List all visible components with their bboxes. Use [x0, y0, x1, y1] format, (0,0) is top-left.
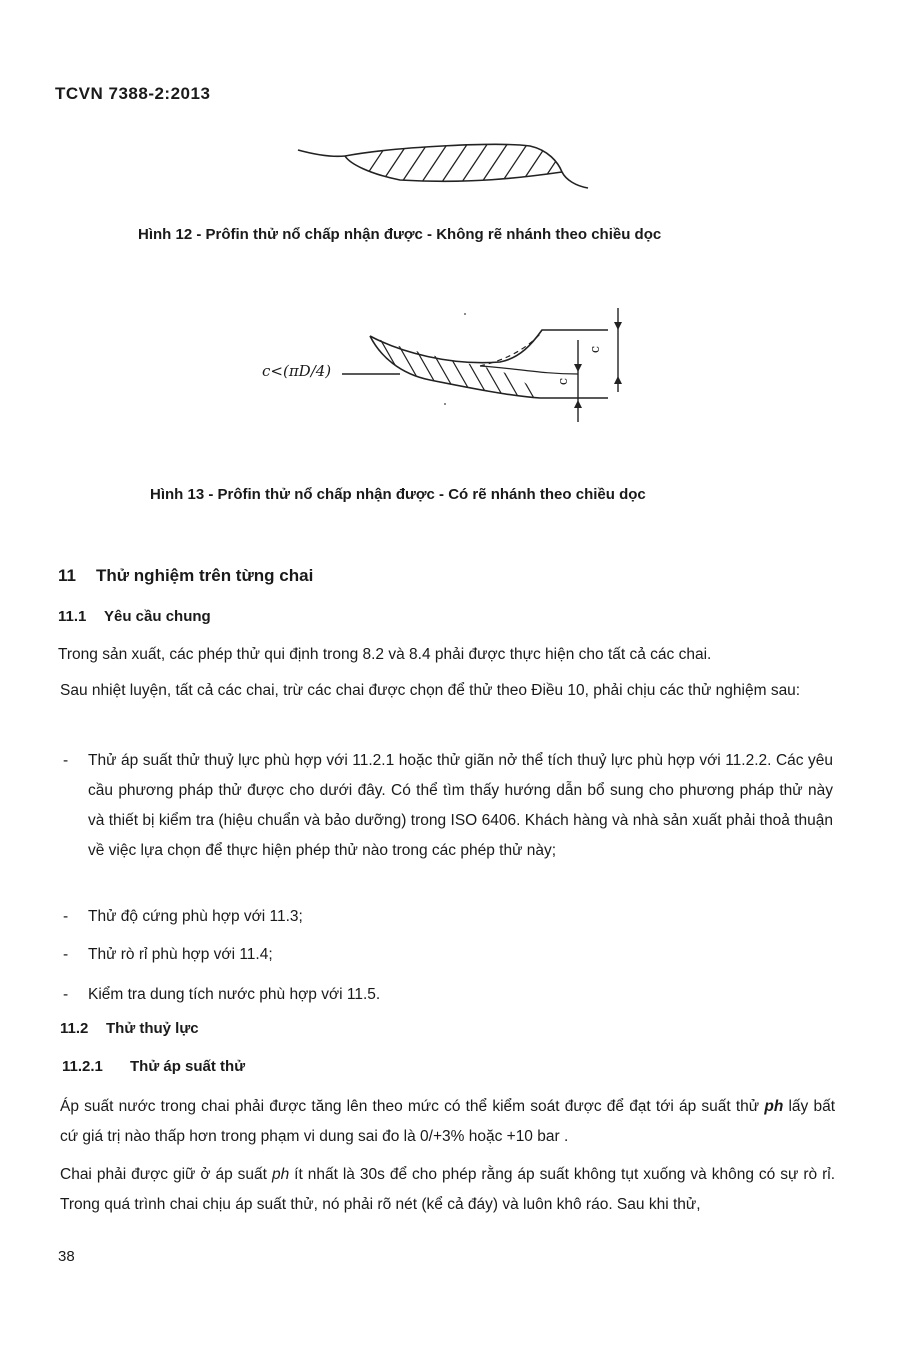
- variable-text: ph: [764, 1098, 784, 1115]
- variable-text: ph: [271, 1166, 290, 1183]
- document-code: TCVN 7388-2:2013: [55, 84, 211, 103]
- section-11-1-heading: [58, 608, 211, 625]
- figure-13-label-c-expression: c<(πD/4): [262, 362, 332, 380]
- section-title: Thử áp suất thử: [130, 1058, 246, 1075]
- figure-13-label-c-inner: c: [556, 377, 572, 386]
- paragraph: [60, 1160, 835, 1220]
- section-number: 11.2.1: [62, 1058, 103, 1075]
- list-item: Thử rò rỉ phù hợp với 11.4;: [88, 946, 273, 963]
- paragraph: Trong sản xuất, các phép thử qui định trong 8.2 và 8.4 phải được thực hiện cho tất cả các chai.: [58, 646, 712, 663]
- figure-13-caption: Hình 13 - Prôfin thử nổ chấp nhận được - Có rẽ nhánh theo chiều dọc: [150, 486, 646, 503]
- section-number: 11.1: [58, 608, 87, 625]
- section-number: 11: [58, 566, 76, 585]
- page-number: 38: [58, 1248, 75, 1265]
- paragraph-text: Áp suất nước trong chai phải được tăng lên theo mức có thể kiểm soát được để đạt tới áp suất thử: [60, 1098, 765, 1115]
- section-title: Thử nghiệm trên từng chai: [96, 566, 314, 585]
- figure-13-drawing: [340, 300, 640, 430]
- list-item: Kiểm tra dung tích nước phù hợp với 11.5.: [88, 986, 381, 1003]
- variable-ph: [272, 1166, 289, 1183]
- bullet-marker: -: [63, 752, 69, 769]
- paragraph: Sau nhiệt luyện, tất cả các chai, trừ các chai được chọn để thử theo Điều 10, phải chịu các thử nghiệm sau:: [60, 682, 801, 699]
- section-11-heading: [58, 566, 313, 586]
- paragraph-text: lấy bất cứ giá trị nào thấp hơn trong phạm vi dung sai đo là 0/+3% hoặc +10 bar .: [60, 1098, 835, 1145]
- section-11-2-heading: [60, 1020, 199, 1037]
- section-title: Yêu cầu chung: [104, 608, 211, 625]
- paragraph-text: ít nhất là 30s để cho phép rằng áp suất không tụt xuống và không có sự rò rỉ. Trong quá trình chai chịu áp suất thử, nó phải rõ nét (kể cả đáy) và luôn khô ráo. Sau khi thử,: [60, 1166, 835, 1213]
- list-item: Thử áp suất thử thuỷ lực phù hợp với 11.2.1 hoặc thử giãn nở thể tích thuỷ lực phù hợp với 11.2.2. Các yêu cầu phương pháp thử được cho dưới đây. Có thể tìm thấy hướng dẫn bổ sung cho phương pháp thử này và thiết bị kiểm tra (hiệu chuẩn và bảo dưỡng) trong ISO 6406. Khách hàng và nhà sản xuất phải thoả thuận về việc lựa chọn để thực hiện phép thử nào trong các phép thử này;: [88, 752, 833, 859]
- paragraph-text: Chai phải được giữ ở áp suất: [60, 1166, 272, 1183]
- paragraph: [60, 1092, 835, 1152]
- bullet-marker: -: [63, 908, 69, 925]
- list-item: Thử độ cứng phù hợp với 11.3;: [88, 908, 303, 925]
- figure-13-label-c-outer: c: [588, 345, 604, 354]
- bullet-marker: -: [63, 986, 69, 1003]
- section-title: Thử thuỷ lực: [106, 1020, 199, 1037]
- section-11-2-1-heading: [62, 1058, 245, 1075]
- section-number: 11.2: [60, 1020, 89, 1037]
- variable-ph: [764, 1098, 783, 1115]
- figure-12-caption: Hình 12 - Prôfin thử nổ chấp nhận được - Không rẽ nhánh theo chiều dọc: [138, 226, 662, 243]
- figure-12-drawing: [290, 140, 600, 200]
- bullet-marker: -: [63, 946, 69, 963]
